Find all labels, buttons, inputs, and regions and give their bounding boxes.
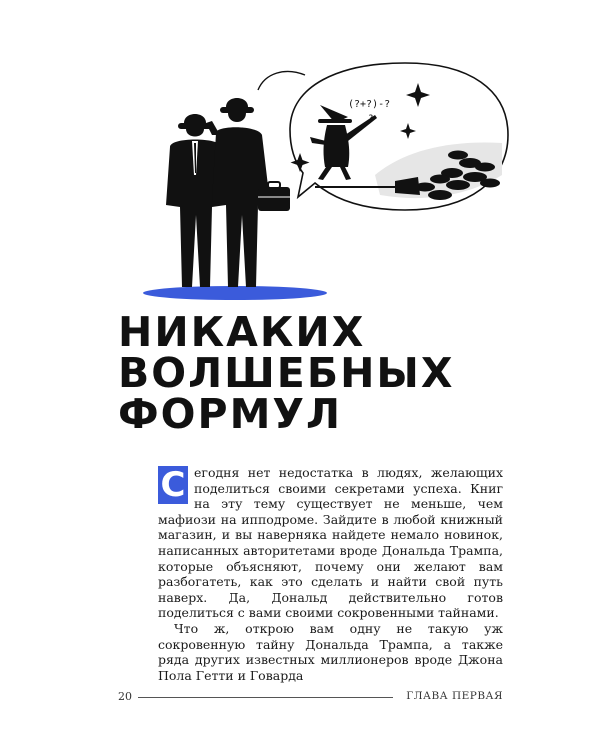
chapter-label: ГЛАВА ПЕРВАЯ [406, 690, 503, 702]
footer-rule [138, 697, 393, 698]
illustration-mobsters-wizard [140, 55, 510, 305]
formula-extra: ? [368, 114, 374, 124]
dropcap-letter: С [158, 466, 188, 504]
ground-shadow [143, 286, 327, 300]
paragraph-2: Что ж, открою вам одну не такую уж сокровенную тайну Дональда Трампа, а также ряда других известных миллионеров вроде Джона Пола Гетти и Говарда [158, 620, 503, 683]
page-number: 20 [118, 690, 132, 703]
title-line-2: ВОЛШЕБНЫХ [118, 349, 455, 397]
paragraph-1-text: егодня нет недостатка в людях, желающих поделиться своими секретами успеха. Книг на эту тему существует не меньше, чем мафиози на ипподроме. Зайдите в любой книжный магазин, и вы наверняка найдете немало новинок, написанных авторитетами вроде Дональда Трампа, которые объясняют, почему они желают вам разбогатеть, как это сделать и найти свой путь наверх. Да, Дональд действительно готов поделиться с вами своими сокровенными тайнами. [158, 465, 503, 621]
body-text [158, 465, 503, 683]
chapter-title [118, 308, 498, 438]
page-footer [118, 690, 503, 706]
paragraph-1 [158, 465, 503, 621]
title-line-1: НИКАКИХ [118, 308, 366, 356]
formula-text: (?+?)-? [348, 99, 391, 110]
title-line-3: ФОРМУЛ [118, 390, 343, 438]
